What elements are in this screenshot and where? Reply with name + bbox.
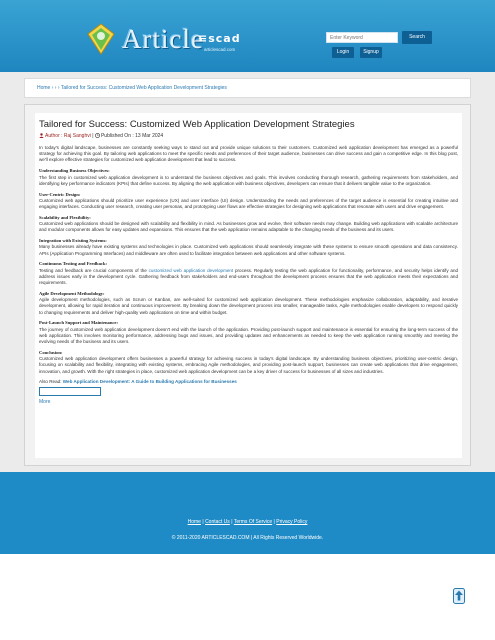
login-button[interactable]: Login [332,47,354,58]
clock-icon [95,133,100,138]
section-heading: Post-Launch Support and Maintenance: [39,320,118,326]
meta-separator: | [92,133,94,139]
footer-link-separator: | [231,519,233,525]
logo-text: Article [122,24,204,54]
site-header [0,0,495,72]
also-read [39,379,458,384]
article-title: Tailored for Success: Customized Web Application Development Strategies [39,119,355,130]
article-body [35,113,462,458]
section-paragraph [39,268,458,287]
inline-article-link[interactable]: customized web application development [148,267,234,273]
article-meta [39,133,458,139]
section-paragraph: Many businesses already have existing systems and technologies in place. Customized web applications should seamlessly integrate with these systems to ensure smooth operations and data consistency. APIs (Application Programming Interfaces) and middleware are often used to facilitate integration between web applications and other software systems. [39,244,458,256]
section-paragraph: Customized web application development offers businesses a powerful strategy for achieving success in today's digital landscape. By understanding business objectives, prioritizing user-centric design, focusing on scalability and flexibility, integrating with existing systems, embracing Agile methodologies, and providing post-launch support, businesses can create web applications that drive engagement, innovation, and growth. With the right strategies in place, customized web application development can be a key driver of success for businesses of all sizes and industries. [39,356,458,374]
signup-button[interactable]: Signup [360,47,382,58]
article-card [24,104,471,466]
section-heading: Continuous Testing and Feedback: [39,261,108,267]
section-heading: Agile Development Methodology: [39,290,105,296]
section-heading: Understanding Business Objectives: [39,168,110,174]
section-paragraph: The first step in customized web application development is to understand the business objectives and goals. This involves conducting thorough research, gathering requirements from stakeholders, and identifying key performance indicators (KPIs) that define success. By aligning the web application with business objectives, developers can ensure that it delivers tangible value to the organization. [39,174,458,186]
article-published: Published On : 13 Mar 2024 [100,133,164,139]
section-paragraph: Customized web applications should prioritize user experience (UX) and user interface (UI) design. Understanding the needs and preferences of the target audience is essential for creating intuitive and engaging interfaces. Conducting user research, creating user personas, and prototyping user flows are effective strategies for designing web applications that resonate with users and drive engagement. [39,197,458,209]
section-heading: Conclusion: [39,349,63,355]
breadcrumb-home[interactable]: Home [37,85,51,91]
also-read-link[interactable]: Web Application Development: A Guide to Building Applications for Businesses [62,379,237,385]
breadcrumb [24,78,471,98]
footer-link-separator: | [273,519,275,525]
intro-paragraph: In today's digital landscape, businesses are constantly seeking ways to stand out and provide unique solutions to their customers. Customized web application development has emerged as a powerful strategy for achieving this goal. By tailoring web applications to meet the specific needs and preferences of their target audience, businesses can drive success and gain a competitive edge. In this blog post, we'll explore effective strategies for customized web application development that lead to success. [39,145,458,163]
search-input[interactable] [326,32,398,43]
site-footer [0,472,495,640]
section-paragraph: The journey of customized web application development doesn't end with the launch of the application. Providing post-launch support and maintenance is essential for ensuring the long-term success of the web application. This involves monitoring performance, addressing bugs and issues, and providing updates and enhancements as needed to keep the web application running smoothly and meeting the evolving needs of the business and its users. [39,326,458,345]
footer-copyright: © 2011-2020 ARTICLESCAD.COM | All Rights Reserved Worldwide. [171,535,324,541]
also-read-label: Also Read: [39,379,62,385]
section-heading: Scalability and Flexibility: [39,214,91,220]
breadcrumb-separators: › › › [51,85,60,91]
section-heading: Integration with Existing Systems: [39,238,107,244]
footer-links [0,519,495,525]
scroll-to-top-icon[interactable] [453,588,465,604]
section-paragraph: Agile development methodologies, such as Scrum or Kanban, are well-suited for customized web application development. These methodologies emphasize collaboration, adaptability, and iterative development, allowing for rapid iteration and continuous improvement. By breaking down the development process into smaller, manageable tasks, Agile methodologies enable developers to respond quickly to changing requirements and deliver high-quality web applications on time and within budget. [39,297,458,315]
footer-link-separator: | [202,519,204,525]
section-paragraph: Customized web applications should be designed with scalability and flexibility in mind. As businesses grow and evolve, their software needs may change. Building web applications with scalable architecture and modular components allows for easy updates and expansions. This ensures that the web application remains adaptable to the changing needs of the business and its users. [39,221,458,233]
footer-link-contact[interactable]: Contact Us [205,519,230,525]
footer-bottom-area [0,554,495,640]
more-link[interactable]: More [39,399,51,406]
logo-subtext: ≡scad [198,32,241,45]
user-icon [39,133,44,138]
paragraph-text: process. Regularly testing the web application for functionality, performance, and security helps identify and address issues early in the development cycle. Gathering feedback from stakeholders and end-users throughout the development process ensures that the web application meets their expectations and requirements. [39,267,458,286]
paragraph-text: Testing and feedback are crucial components of the [39,267,149,273]
logo-badge-icon [86,22,116,56]
article-author[interactable]: Author : Raj Sanghvi [45,133,91,139]
search-button[interactable]: Search [402,31,432,44]
footer-link-privacy[interactable]: Privacy Policy [276,519,308,525]
footer-link-terms[interactable]: Terms Of Service [233,519,273,525]
breadcrumb-current[interactable]: Tailored for Success: Customized Web Application Development Strategies [60,85,227,91]
site-logo[interactable] [86,22,246,62]
section-heading: User-Centric Design: [39,191,81,197]
logo-url: articlescad.com [204,47,236,52]
more-box [39,387,101,396]
footer-link-home[interactable]: Home [187,519,201,525]
